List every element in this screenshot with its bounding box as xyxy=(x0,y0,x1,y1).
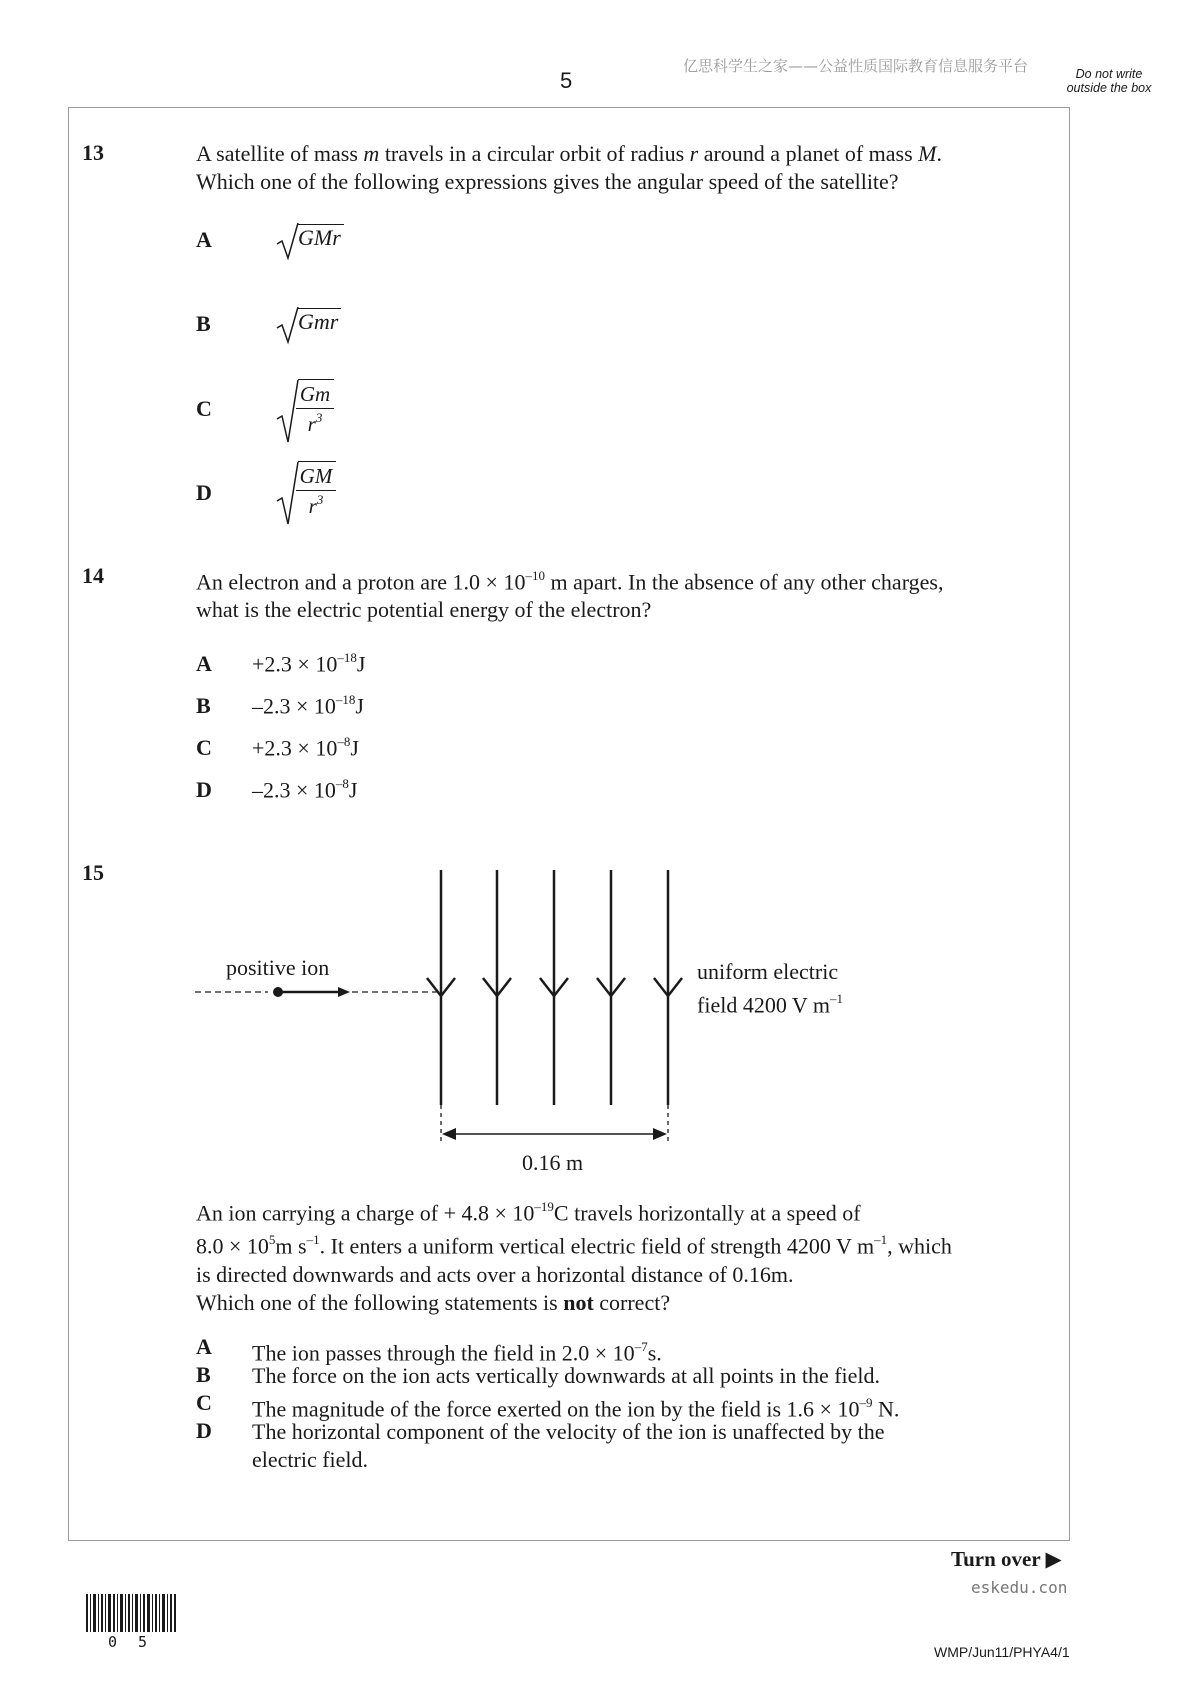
margin-note: Do not write outside the box xyxy=(1066,67,1152,95)
barcode-icon xyxy=(86,1594,178,1634)
barcode-number: 0 5 xyxy=(108,1633,154,1651)
q14-option-a-letter: A xyxy=(196,651,212,676)
q13-option-a-expression: GMr xyxy=(298,224,344,251)
width-arrow-right-icon xyxy=(653,1128,667,1140)
width-arrow-left-icon xyxy=(442,1128,456,1140)
question-14-stem-line-2: what is the electric potential energy of the electron? xyxy=(196,597,652,623)
question-13-stem xyxy=(196,140,1056,196)
q13-option-b-letter: B xyxy=(196,311,211,336)
question-15-stem-line-1: An ion carrying a charge of + $4.8 \times 10^{-19}C$ travels horizontally at a speed of xyxy=(196,1199,861,1226)
q13-option-c-letter: C xyxy=(196,396,212,421)
q15-option-a-letter: A xyxy=(196,1334,212,1359)
q15-option-c-letter: C xyxy=(196,1390,212,1415)
q15-option-c-text: The magnitude of the force exerted on the ion by the field is $1.6 \times 10^{-9}$ N. xyxy=(252,1395,900,1422)
question-15-stem-line-2: $8.0 \times 10^5m$ $s^{-1}$. It enters a uniform vertical electric field of strength 4200 V $m^{-1}$, which xyxy=(196,1232,952,1259)
q14-option-c-value: $+2.3 \times 10^{-8}J$ xyxy=(252,734,359,761)
ion-velocity-arrowhead-icon xyxy=(338,987,350,997)
question-15-stem xyxy=(196,1194,1066,1317)
q14-option-b-letter: B xyxy=(196,693,211,718)
q13-option-c-fraction xyxy=(296,382,334,437)
watermark-text: 亿思科学生之家——公益性质国际教育信息服务平台 xyxy=(683,57,1029,75)
ion-label: positive ion xyxy=(226,955,330,980)
question-14-stem-line-1: An electron and a proton are $1.0 \times 10^{-10}$ m apart. In the absence of any other charges, xyxy=(196,568,944,595)
q14-option-c-letter: C xyxy=(196,735,212,760)
question-15-number: 15 xyxy=(82,860,104,885)
q13-option-d-fraction xyxy=(296,464,336,519)
field-lines xyxy=(427,870,682,1105)
q15-option-d-text: The horizontal component of the velocity of the ion is unaffected by the electric field. xyxy=(252,1419,885,1472)
q13-option-a-letter: A xyxy=(196,227,212,252)
q13-option-d-denominator: $r^3$ xyxy=(308,492,324,518)
q13-option-c-sqrt-bar xyxy=(298,379,334,380)
turn-over-link: Turn over ▶ xyxy=(951,1547,1062,1571)
q15-option-a-text: The ion passes through the field in $2.0 \times 10^{-7}s$. xyxy=(252,1339,662,1366)
q13-option-d-fraction-bar xyxy=(296,490,336,491)
q15-option-b-letter: B xyxy=(196,1362,211,1387)
q13-option-b-expression: Gmr xyxy=(298,308,341,335)
paper-code: WMP/Jun11/PHYA4/1 xyxy=(934,1644,1070,1660)
site-watermark: eskedu.con xyxy=(971,1578,1068,1597)
q14-option-d-letter: D xyxy=(196,777,212,802)
answer-box xyxy=(68,107,1070,1541)
question-14-stem xyxy=(196,563,1056,624)
q13-option-b-sqrt-icon xyxy=(276,306,300,346)
question-13-number: 13 xyxy=(82,140,104,165)
q14-option-b-value: $-2.3 \times 10^{-18}J$ xyxy=(252,692,364,719)
q13-option-a-sqrt-icon xyxy=(276,222,300,262)
question-13-stem-line-1: A satellite of mass m travels in a circular orbit of radius r around a planet of mass M. xyxy=(196,141,942,166)
q13-option-d-letter: D xyxy=(196,480,212,505)
q13-option-c-fraction-bar xyxy=(296,408,334,409)
q15-option-b-text: The force on the ion acts vertically downwards at all points in the field. xyxy=(252,1363,881,1388)
question-14-number: 14 xyxy=(82,563,104,588)
field-label: uniform electric field 4200 V $m^{-1}$ xyxy=(697,959,844,1018)
q13-option-d-sqrt-bar xyxy=(298,461,336,462)
q15-option-d-letter: D xyxy=(196,1418,212,1443)
question-15-stem-line-3: is directed downwards and acts over a horizontal distance of 0.16m. xyxy=(196,1261,794,1287)
q13-option-d-numerator: GM xyxy=(299,464,333,488)
electric-field-diagram xyxy=(190,860,890,1180)
q14-option-a-value: $+2.3 \times 10^{-18}J$ xyxy=(252,650,366,677)
page-number: 5 xyxy=(560,68,573,93)
question-13-stem-line-2: Which one of the following expressions gives the angular speed of the satellite? xyxy=(196,169,899,194)
field-width-label: 0.16 m xyxy=(522,1150,584,1175)
q13-option-c-denominator: $r^3$ xyxy=(307,410,323,436)
q14-option-d-value: $-2.3 \times 10^{-8}J$ xyxy=(252,776,358,803)
q13-option-c-numerator: Gm xyxy=(299,382,331,406)
question-15-stem-line-4: Which one of the following statements is not correct? xyxy=(196,1289,671,1315)
